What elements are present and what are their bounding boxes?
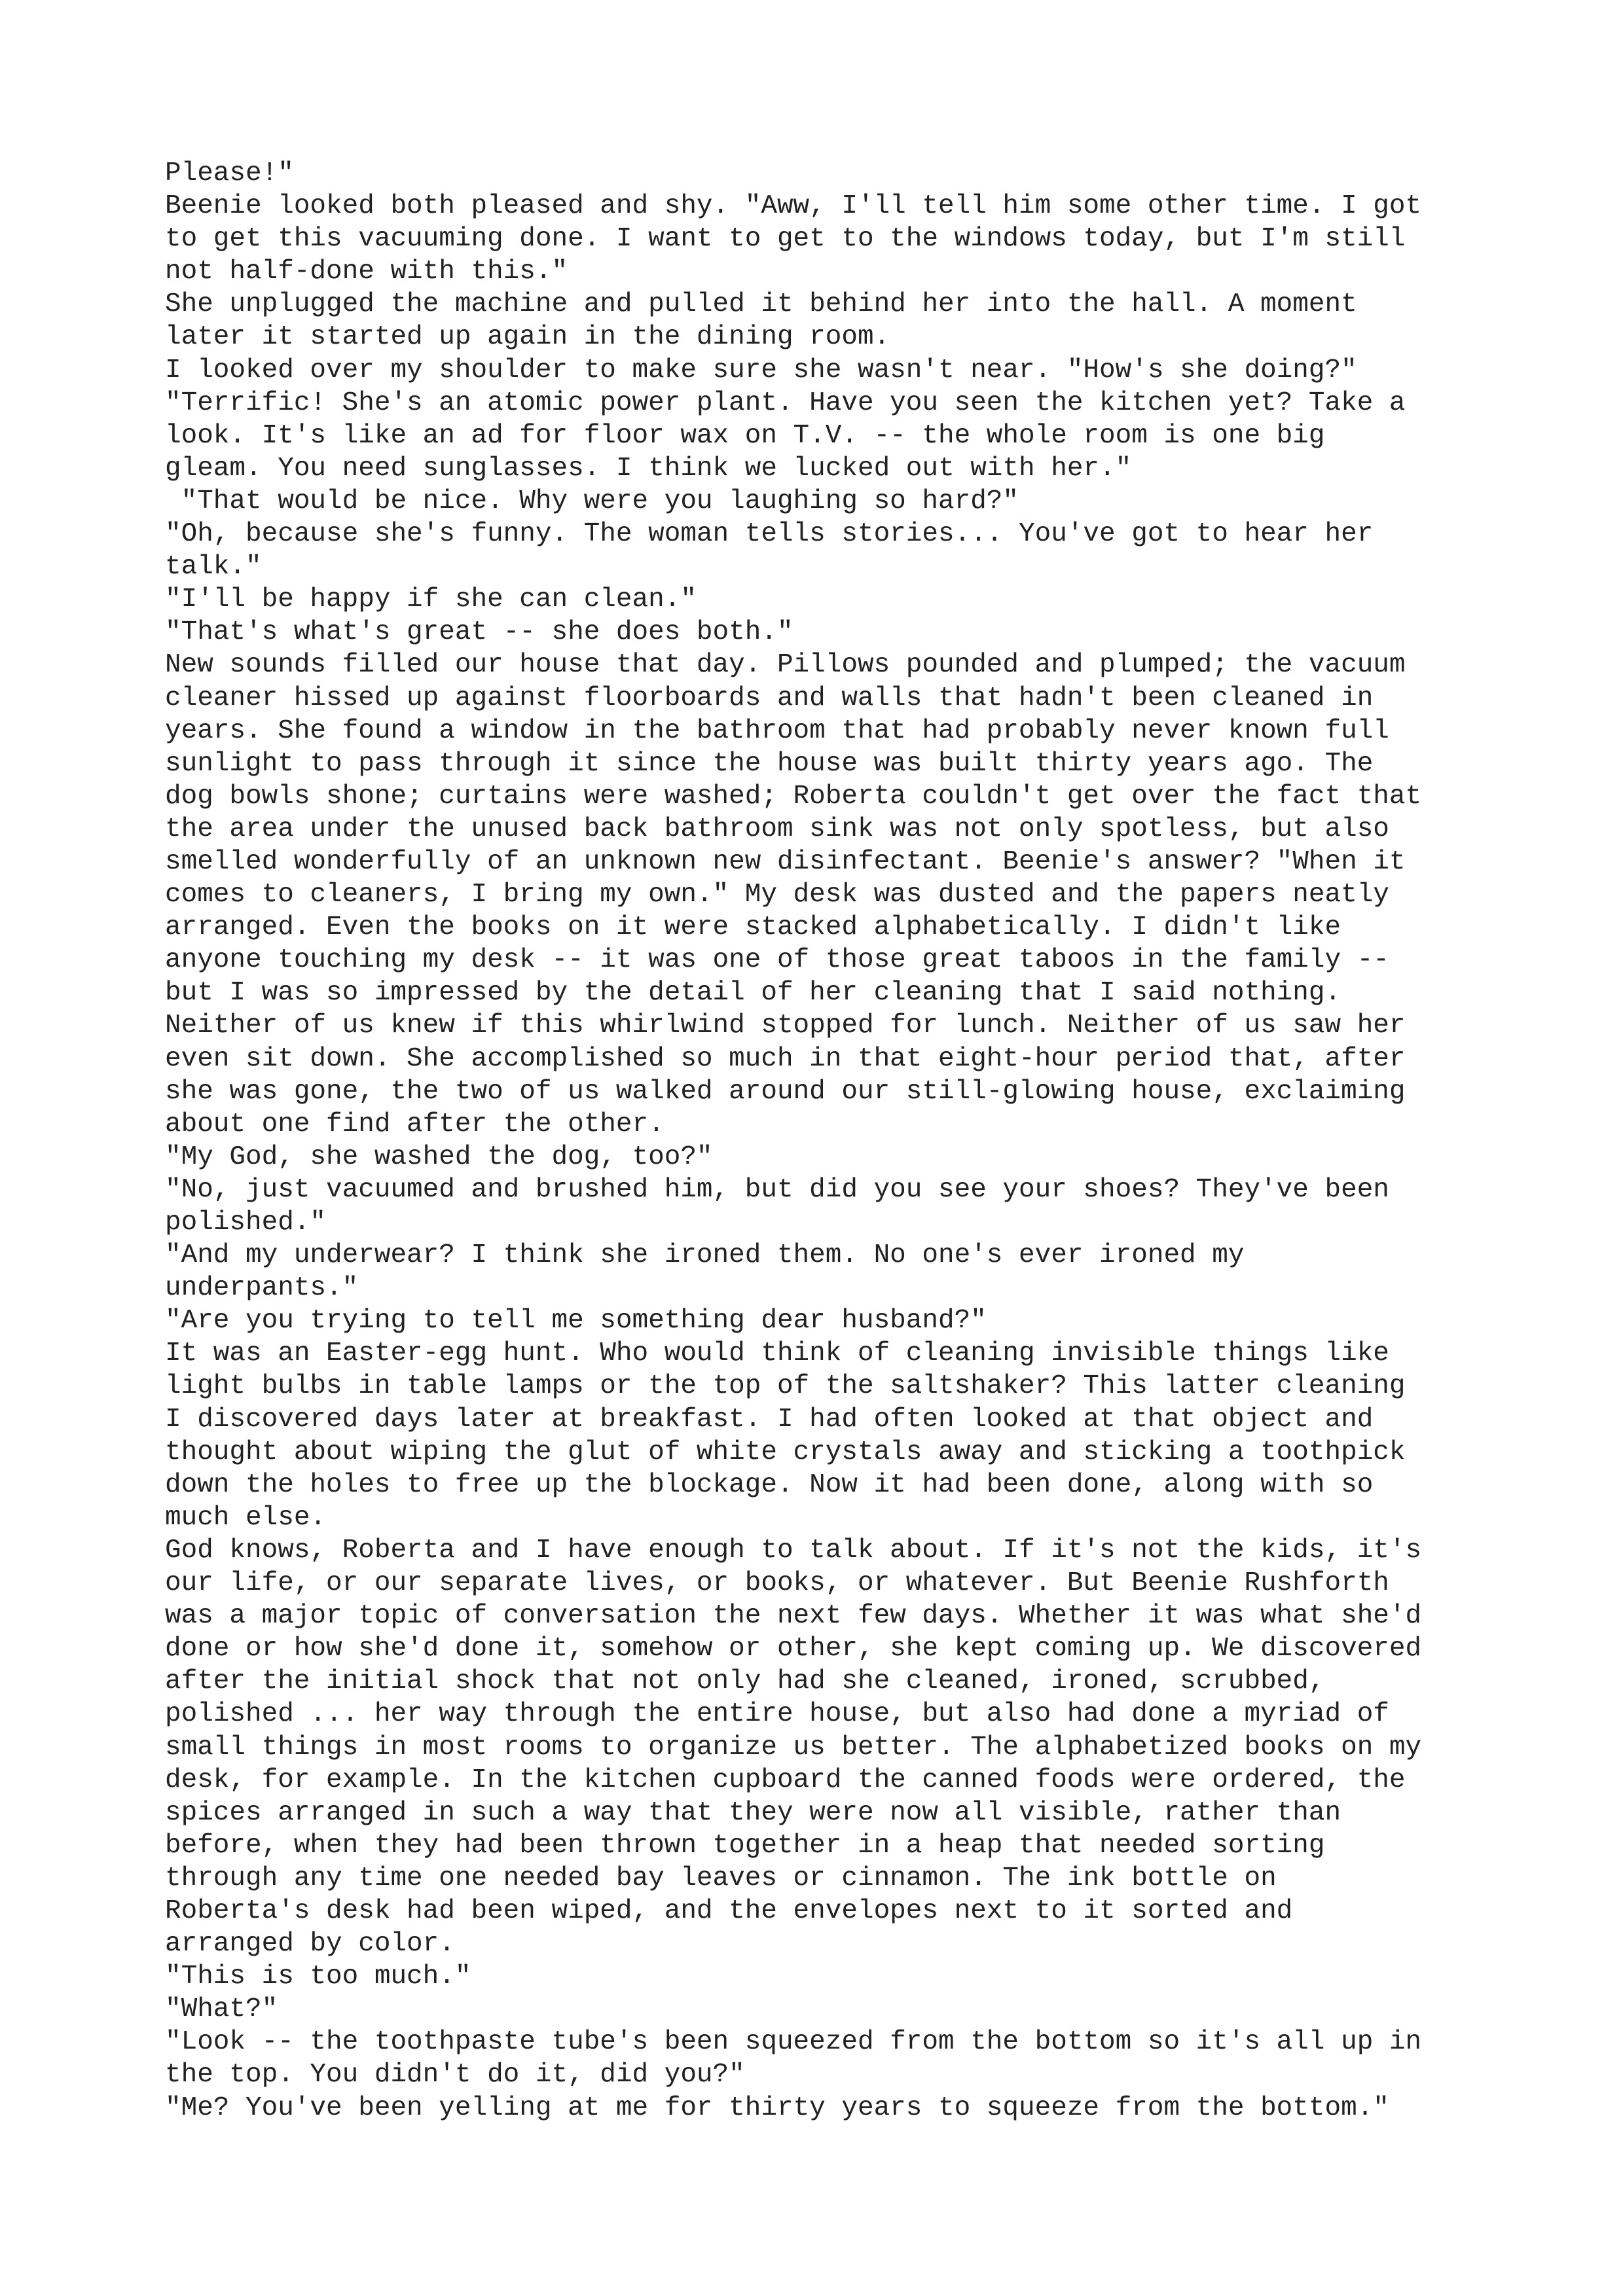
text-line: but I was so impressed by the detail of her cleaning that I said nothing. bbox=[165, 978, 1341, 1009]
text-line: cleaner hissed up against floorboards and walls that hadn't been cleaned in bbox=[165, 683, 1374, 713]
text-line: God knows, Roberta and I have enough to talk about. If it's not the kids, it's bbox=[165, 1535, 1422, 1566]
text-line: about one find after the other. bbox=[165, 1109, 665, 1139]
text-line: "Terrific! She's an atomic power plant. Have you seen the kitchen yet? Take a bbox=[165, 387, 1406, 418]
text-line: "And my underwear? I think she ironed them. No one's ever ironed my bbox=[165, 1240, 1245, 1271]
text-line: to get this vacuuming done. I want to get to the windows today, but I'm still bbox=[165, 224, 1406, 255]
text-line: "Me? You've been yelling at me for thirty years to squeeze from the bottom." bbox=[165, 2092, 1389, 2123]
text-line: "I'll be happy if she can clean." bbox=[165, 584, 697, 615]
text-line: I looked over my shoulder to make sure she wasn't near. "How's she doing?" bbox=[165, 355, 1357, 386]
text-line: "Look -- the toothpaste tube's been squeezed from the bottom so it's all up in bbox=[165, 2027, 1422, 2058]
text-line: comes to cleaners, I bring my own." My desk was dusted and the papers neatly bbox=[165, 880, 1389, 910]
text-line: years. She found a window in the bathroom that had probably never known full bbox=[165, 715, 1389, 746]
text-line: down the holes to free up the blockage. Now it had been done, along with so bbox=[165, 1469, 1374, 1500]
text-line: anyone touching my desk -- it was one of those great taboos in the family -- bbox=[165, 945, 1389, 976]
text-line: "Oh, because she's funny. The woman tells stories... You've got to hear her bbox=[165, 519, 1374, 550]
text-line: dog bowls shone; curtains were washed; Roberta couldn't get over the fact that bbox=[165, 781, 1422, 812]
text-line: polished." bbox=[165, 1208, 327, 1238]
text-line: polished ... her way through the entire house, but also had done a myriad of bbox=[165, 1699, 1389, 1730]
text-line: smelled wonderfully of an unknown new disinfectant. Beenie's answer? "When it bbox=[165, 846, 1406, 877]
text-line: through any time one needed bay leaves or cinnamon. The ink bottle on bbox=[165, 1863, 1277, 1893]
text-line: after the initial shock that not only had she cleaned, ironed, scrubbed, bbox=[165, 1666, 1325, 1697]
text-line: small things in most rooms to organize us better. The alphabetized books on my bbox=[165, 1732, 1422, 1763]
text-line: arranged by color. bbox=[165, 1929, 455, 1960]
text-line: arranged. Even the books on it were stacked alphabetically. I didn't like bbox=[165, 912, 1341, 943]
text-line: spices arranged in such a way that they were now all visible, rather than bbox=[165, 1797, 1341, 1828]
text-line: desk, for example. In the kitchen cupboard the canned foods were ordered, the bbox=[165, 1765, 1406, 1795]
text-line: Roberta's desk had been wiped, and the envelopes next to it sorted and bbox=[165, 1895, 1293, 1926]
text-line: much else. bbox=[165, 1502, 327, 1533]
text-line: our life, or our separate lives, or books, or whatever. But Beenie Rushforth bbox=[165, 1568, 1389, 1599]
text-line: underpants." bbox=[165, 1273, 359, 1304]
text-line: was a major topic of conversation the next few days. Whether it was what she'd bbox=[165, 1601, 1422, 1632]
text-line: It was an Easter-egg hunt. Who would think of cleaning invisible things like bbox=[165, 1338, 1389, 1369]
text-line: before, when they had been thrown together in a heap that needed sorting bbox=[165, 1830, 1325, 1861]
text-line: even sit down. She accomplished so much in that eight-hour period that, after bbox=[165, 1043, 1406, 1074]
text-line: Neither of us knew if this whirlwind stopped for lunch. Neither of us saw her bbox=[165, 1011, 1406, 1041]
text-line: sunlight to pass through it since the house was built thirty years ago. The bbox=[165, 748, 1374, 779]
text-line: not half-done with this." bbox=[165, 257, 568, 287]
text-line: "No, just vacuumed and brushed him, but did you see your shoes? They've been bbox=[165, 1174, 1389, 1205]
text-line: She unplugged the machine and pulled it behind her into the hall. A moment bbox=[165, 289, 1357, 320]
text-line: "Are you trying to tell me something dear husband?" bbox=[165, 1306, 987, 1336]
text-line: done or how she'd done it, somehow or other, she kept coming up. We discovered bbox=[165, 1634, 1422, 1664]
text-line: Beenie looked both pleased and shy. "Aww, I'll tell him some other time. I got bbox=[165, 191, 1422, 222]
text-line: look. It's like an ad for floor wax on T.V. -- the whole room is one big bbox=[165, 420, 1325, 451]
text-line: she was gone, the two of us walked around our still-glowing house, exclaiming bbox=[165, 1076, 1406, 1107]
text-line: later it started up again in the dining room. bbox=[165, 322, 890, 353]
text-line: the top. You didn't do it, did you?" bbox=[165, 2060, 745, 2090]
text-line: light bulbs in table lamps or the top of the saltshaker? This latter cleaning bbox=[165, 1371, 1406, 1402]
text-line: I discovered days later at breakfast. I had often looked at that object and bbox=[165, 1404, 1374, 1435]
text-line: the area under the unused back bathroom sink was not only spotless, but also bbox=[165, 814, 1389, 844]
text-line: Please!" bbox=[165, 158, 294, 188]
text-line: talk." bbox=[165, 552, 262, 583]
text-line: "My God, she washed the dog, too?" bbox=[165, 1141, 713, 1172]
text-line: "That would be nice. Why were you laughing so hard?" bbox=[165, 486, 1019, 516]
text-line: "What?" bbox=[165, 1994, 278, 2025]
text-line: "That's what's great -- she does both." bbox=[165, 617, 793, 648]
text-line: "This is too much." bbox=[165, 1962, 471, 1992]
text-line: gleam. You need sunglasses. I think we lucked out with her." bbox=[165, 453, 1132, 484]
body-text bbox=[165, 157, 1474, 2125]
text-line: thought about wiping the glut of white crystals away and sticking a toothpick bbox=[165, 1437, 1406, 1467]
text-line: New sounds filled our house that day. Pillows pounded and plumped; the vacuum bbox=[165, 650, 1406, 681]
